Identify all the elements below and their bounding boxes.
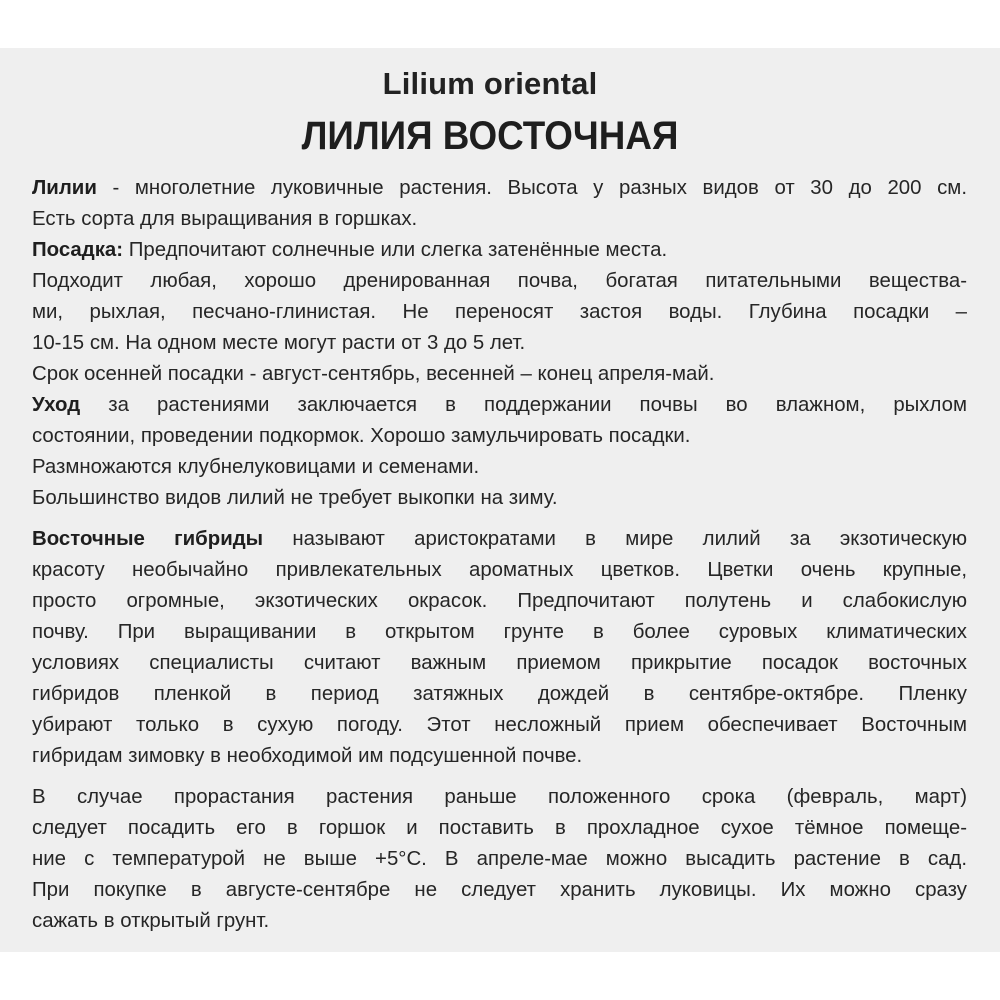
paragraph-oriental-hybrids — [32, 524, 967, 772]
latin-title: Lilium oriental — [382, 66, 598, 101]
title-block — [0, 62, 980, 162]
text-fragment: называют аристократами в мире лилий за экзотическую — [263, 528, 968, 550]
text-line: Срок осенней посадки - август-сентябрь, весенней – конец апреля-май. — [32, 363, 715, 385]
paragraph-general — [32, 173, 967, 514]
text-line: почву. При выращивании в открытом грунте в более суровых климатических — [32, 621, 967, 643]
term-oriental-hybrids: Восточные гибриды — [32, 528, 264, 550]
text-line: Есть сорта для выращивания в горшках. — [32, 208, 418, 230]
text-line — [32, 173, 967, 204]
text-fragment: - многолетние луковичные растения. Высота у разных видов от 30 до 200 см. — [96, 177, 967, 199]
russian-title: ЛИЛИЯ ВОСТОЧНАЯ — [301, 114, 679, 158]
text-line: Подходит любая, хорошо дренированная почва, богатая питательными вещества- — [32, 270, 967, 292]
term-care: Уход — [32, 394, 81, 416]
text-line: гибридов пленкой в период затяжных дождей в сентябре-октябре. Пленку — [32, 683, 967, 705]
text-line: сажать в открытый грунт. — [32, 910, 270, 932]
text-line: Размножаются клубнелуковицами и семенами. — [32, 456, 480, 478]
text-line: гибридам зимовку в необходимой им подсушенной почве. — [32, 745, 583, 767]
text-line: состоянии, проведении подкормок. Хорошо замульчировать посадки. — [32, 425, 691, 447]
paragraph-gap — [32, 514, 967, 524]
text-line — [32, 524, 967, 555]
text-fragment: за растениями заключается в поддержании почвы во влажном, рыхлом — [80, 394, 967, 416]
text-line: ние с температурой не выше +5°С. В апреле-мае можно высадить растение в сад. — [32, 848, 967, 870]
text-line: условиях специалисты считают важным приемом прикрытие посадок восточных — [32, 652, 967, 674]
text-fragment: Предпочитают солнечные или слегка затенённые места. — [123, 239, 668, 261]
text-line — [32, 235, 967, 266]
paragraph-gap — [32, 772, 967, 782]
text-line: ми, рыхлая, песчано-глинистая. Не переносят застоя воды. Глубина посадки – — [32, 301, 967, 323]
term-planting: Посадка: — [32, 239, 124, 261]
text-line: просто огромные, экзотических окрасок. Предпочитают полутень и слабокислую — [32, 590, 967, 612]
paragraph-early-sprouting — [32, 782, 967, 937]
text-line: При покупке в августе-сентябре не следует хранить луковицы. Их можно сразу — [32, 879, 967, 901]
text-line: следует посадить его в горшок и поставить в прохладное сухое тёмное помеще- — [32, 817, 967, 839]
text-line: В случае прорастания растения раньше положенного срока (февраль, март) — [32, 786, 967, 808]
text-line: Большинство видов лилий не требует выкопки на зиму. — [32, 487, 558, 509]
text-line: 10-15 см. На одном месте могут расти от 3 до 5 лет. — [32, 332, 526, 354]
description-text — [32, 173, 967, 937]
term-lilies: Лилии — [32, 177, 97, 199]
text-line: убирают только в сухую погоду. Этот несложный прием обеспечивает Восточным — [32, 714, 967, 736]
text-line: красоту необычайно привлекательных ароматных цветков. Цветки очень крупные, — [32, 559, 967, 581]
text-line — [32, 390, 967, 421]
